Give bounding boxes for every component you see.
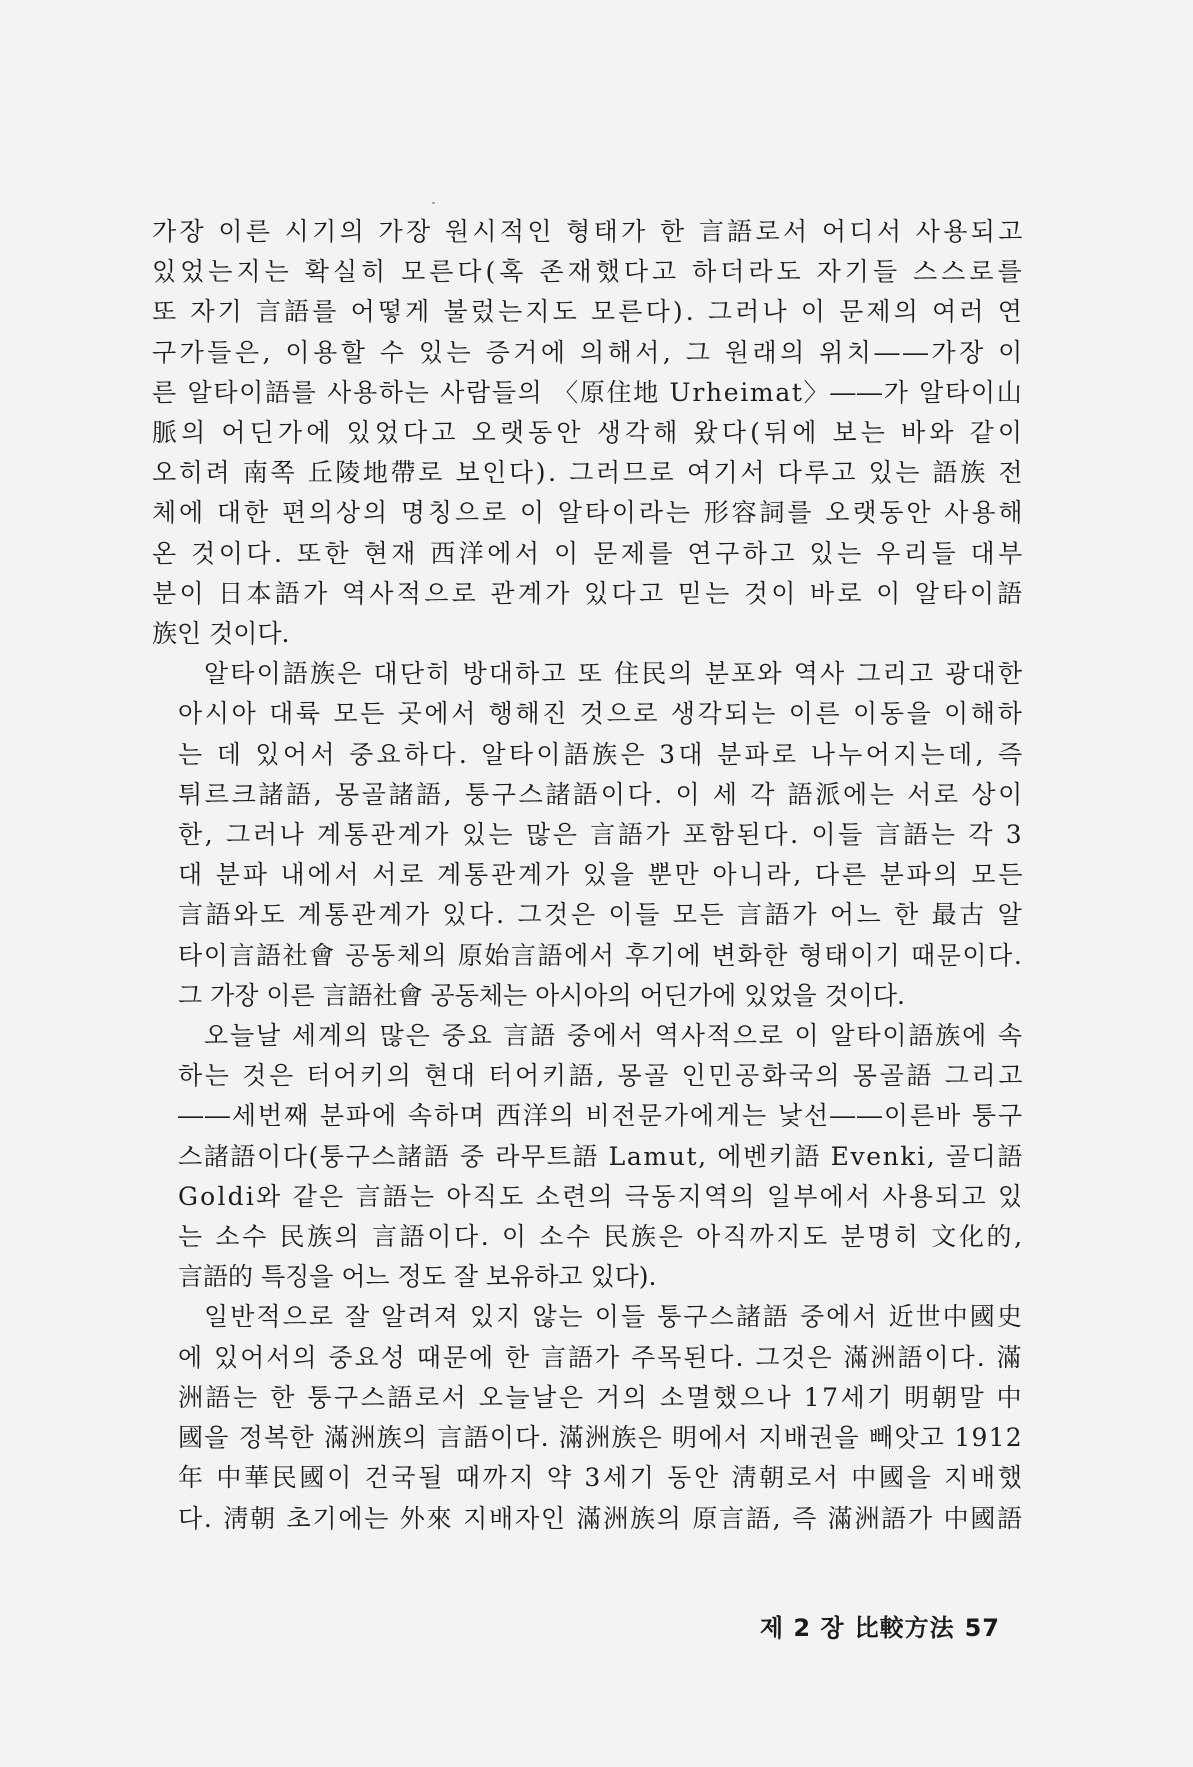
text-line: 하는 것은 터어키의 현대 터어키語, 몽골 인민공화국의 몽골語 그리고 xyxy=(178,1061,1026,1091)
text-line: 言語와도 계통관계가 있다. 그것은 이들 모든 言語가 어느 한 最古 알 xyxy=(178,900,1025,930)
text-line: 른 알타이語를 사용하는 사람들의 〈原住地 Urheimat〉――가 알타이山 xyxy=(152,377,1024,407)
text-line: 스諸語이다(퉁구스諸語 중 라무트語 Lamut, 에벤키語 Evenki, 골디語 xyxy=(178,1141,1024,1171)
text-line: 가장 이른 시기의 가장 원시적인 형태가 한 言語로서 어디서 사용되고 xyxy=(152,217,1026,246)
chapter-label: 제 2 장 xyxy=(759,1614,845,1642)
text-line: 言語的 특징을 어느 정도 잘 보유하고 있다). xyxy=(178,1262,657,1292)
chapter-title: 比較方法 xyxy=(854,1614,955,1642)
page-number: 57 xyxy=(964,1614,1000,1642)
paragraph-2 xyxy=(152,654,1026,1016)
text-line: 있었는지는 확실히 모른다(혹 존재했다고 하더라도 자기들 스스로를 xyxy=(152,257,1026,287)
text-line: 그 가장 이른 言語社會 공동체는 아시아의 어딘가에 있었을 것이다. xyxy=(178,980,905,1010)
text-line: 또 자기 言語를 어떻게 불렀는지도 모른다). 그러나 이 문제의 여러 연 xyxy=(152,297,1025,327)
text-line: 族인 것이다. xyxy=(152,619,290,649)
text-line: ――세번째 분파에 속하며 西洋의 비전문가에게는 낯선――이른바 퉁구 xyxy=(178,1101,1025,1131)
scan-speck xyxy=(432,202,435,204)
page-footer xyxy=(760,1608,1000,1643)
text-line: 오히려 南쪽 丘陵地帶로 보인다). 그러므로 여기서 다루고 있는 語族 전 xyxy=(152,458,1026,488)
text-line: 분이 日本語가 역사적으로 관계가 있다고 믿는 것이 바로 이 알타이語 xyxy=(152,578,1026,608)
text-line: 체에 대한 편의상의 명칭으로 이 알타이라는 形容詞를 오랫동안 사용해 xyxy=(152,498,1026,528)
text-line: 구가들은, 이용할 수 있는 증거에 의해서, 그 원래의 위치――가장 이 xyxy=(152,337,1026,367)
text-line: 한, 그러나 계통관계가 있는 많은 言語가 포함된다. 이들 言語는 각 3 xyxy=(178,820,1025,850)
text-line: 오늘날 세계의 많은 중요 言語 중에서 역사적으로 이 알타이語族에 속 xyxy=(204,1021,1024,1051)
text-line: 대 분파 내에서 서로 계통관계가 있을 뿐만 아니라, 다른 분파의 모든 xyxy=(178,860,1026,890)
body-text xyxy=(152,212,1027,1539)
text-line: 國을 정복한 滿洲族의 言語이다. 滿洲族은 明에서 지배권을 빼앗고 1912 xyxy=(178,1423,1023,1453)
text-line: 일반적으로 잘 알려져 있지 않는 이들 퉁구스諸語 중에서 近世中國史 xyxy=(204,1302,1024,1332)
text-line: 타이言語社會 공동체의 原始言語에서 후기에 변화한 형태이기 때문이다. xyxy=(178,940,1024,970)
text-line: 洲語는 한 퉁구스語로서 오늘날은 거의 소멸했으나 17세기 明朝말 中 xyxy=(178,1382,1025,1412)
paragraph-1 xyxy=(152,212,1027,654)
text-line: 에 있어서의 중요성 때문에 한 言語가 주목된다. 그것은 滿洲語이다. 滿 xyxy=(178,1342,1024,1372)
paragraph-3 xyxy=(152,1016,1026,1297)
text-line: 다. 淸朝 초기에는 外來 지배자인 滿洲族의 原言語, 즉 滿洲語가 中國語 xyxy=(178,1503,1024,1533)
text-line: 알타이語族은 대단히 방대하고 또 住民의 분포와 역사 그리고 광대한 xyxy=(204,659,1025,689)
text-line: 는 데 있어서 중요하다. 알타이語族은 3대 분파로 나누어지는데, 즉 xyxy=(178,739,1026,769)
text-line: 아시아 대륙 모든 곳에서 행해진 것으로 생각되는 이른 이동을 이해하 xyxy=(178,699,1025,729)
paragraph-4 xyxy=(152,1297,1025,1538)
text-line: 脈의 어딘가에 있었다고 오랫동안 생각해 왔다(뒤에 보는 바와 같이 xyxy=(152,418,1027,448)
text-line: 年 中華民國이 건국될 때까지 약 3세기 동안 淸朝로서 中國을 지배했 xyxy=(178,1463,1025,1493)
text-line: 온 것이다. 또한 현재 西洋에서 이 문제를 연구하고 있는 우리들 대부 xyxy=(152,538,1026,568)
text-line: 튀르크諸語, 몽골諸語, 퉁구스諸語이다. 이 세 각 語派에는 서로 상이 xyxy=(178,779,1025,809)
text-line: 는 소수 民族의 言語이다. 이 소수 民族은 아직까지도 분명히 文化的, xyxy=(178,1222,1025,1252)
text-line: Goldi와 같은 言語는 아직도 소련의 극동지역의 일부에서 사용되고 있 xyxy=(178,1181,1025,1211)
